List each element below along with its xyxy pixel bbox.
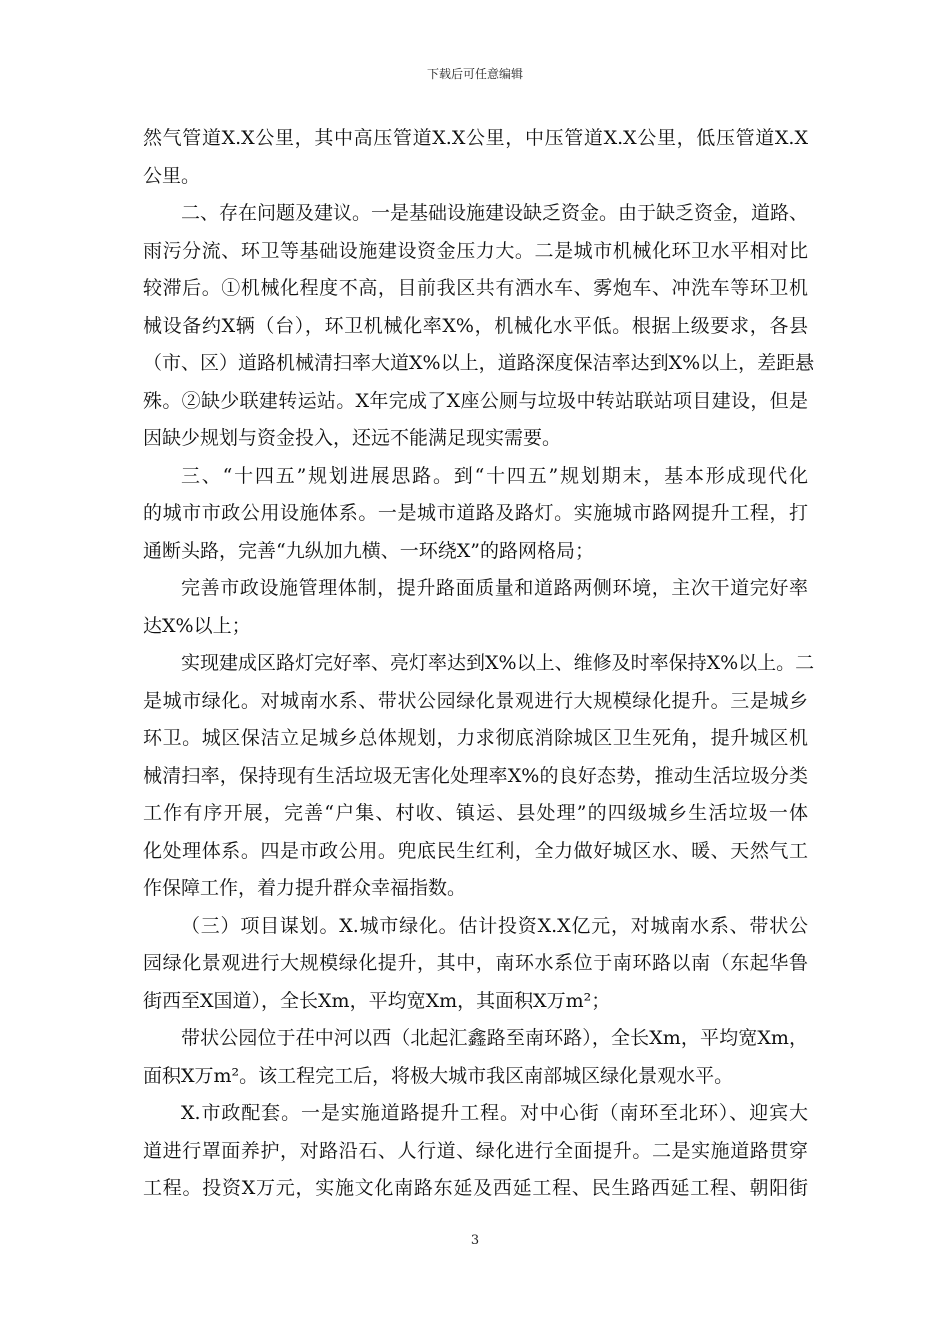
paragraph	[143, 1020, 808, 1095]
paragraph	[143, 120, 808, 195]
text-line: 工程。投资X万元，实施文化南路东延及西延工程、民生路西延工程、朝阳街	[143, 1177, 808, 1199]
text-line: 达X%以上；	[143, 614, 251, 637]
text-line: 通断头路，完善“九纵加九横、一环绕X”的路网格局；	[143, 539, 594, 562]
text-line: （三）项目谋划。X.城市绿化。估计投资X.X亿元，对城南水系、带状公	[181, 914, 808, 937]
text-line: 是城市绿化。对城南水系、带状公园绿化景观进行大规模绿化提升。三是城乡	[143, 689, 808, 712]
text-line: 雨污分流、环卫等基础设施建设资金压力大。二是城市机械化环卫水平相对比	[143, 239, 808, 262]
text-line: 带状公园位于茌中河以西（北起汇鑫路至南环路），全长Xm，平均宽Xm，	[181, 1027, 808, 1049]
document-body	[143, 120, 815, 1208]
text-line: 面积X万m²。该工程完工后，将极大城市我区南部城区绿化景观水平。	[143, 1064, 734, 1087]
text-line: 街西至X国道），全长Xm，平均宽Xm，其面积X万m²；	[143, 989, 611, 1012]
paragraph	[143, 645, 815, 908]
text-line: 环卫。城区保洁立足城乡总体规划，力求彻底消除城区卫生死角，提升城区机	[143, 727, 808, 749]
paragraph	[143, 908, 808, 1021]
text-line: X.市政配套。一是实施道路提升工程。对中心街（南环至北环）、迎宾大	[181, 1102, 808, 1124]
text-line: 然气管道X.X公里，其中高压管道X.X公里，中压管道X.X公里，低压管道X.X	[143, 127, 808, 149]
text-line: 作保障工作，着力提升群众幸福指数。	[143, 877, 467, 899]
text-line: 械设备约X辆（台），环卫机械化率X%，机械化水平低。根据上级要求，各县	[143, 314, 808, 337]
text-line: 因缺少规划与资金投入，还远不能满足现实需要。	[143, 427, 562, 449]
text-line: 化处理体系。四是市政公用。兜底民生红利，全力做好城区水、暖、天然气工	[143, 839, 808, 862]
paragraph	[143, 1095, 808, 1208]
text-line: 实现建成区路灯完好率、亮灯率达到X%以上、维修及时率保持X%以上。二	[181, 652, 815, 674]
text-line: 工作有序开展，完善“户集、村收、镇运、县处理”的四级城乡生活垃圾一体	[143, 802, 808, 824]
text-line: 械清扫率，保持现有生活垃圾无害化处理率X%的良好态势，推动生活垃圾分类	[143, 764, 808, 787]
text-line: 园绿化景观进行大规模绿化提升，其中，南环水系位于南环路以南（东起华鲁	[143, 952, 808, 974]
text-line: 公里。	[143, 164, 201, 187]
text-line: （市、区）道路机械清扫率大道X%以上，道路深度保洁率达到X%以上，差距悬	[143, 352, 815, 374]
page-number: 3	[470, 1233, 480, 1248]
text-line: 二、存在问题及建议。一是基础设施建设缺乏资金。由于缺乏资金，道路、	[181, 202, 809, 224]
text-line: 三、“十四五”规划进展思路。到“十四五”规划期末，基本形成现代化	[181, 464, 808, 487]
text-line: 殊。②缺少联建转运站。X年完成了X座公厕与垃圾中转站联站项目建设，但是	[143, 389, 808, 412]
text-line: 道进行罩面养护，对路沿石、人行道、绿化进行全面提升。二是实施道路贯穿	[143, 1139, 808, 1162]
text-line: 的城市市政公用设施体系。一是城市道路及路灯。实施城市路网提升工程，打	[143, 502, 808, 524]
paragraph	[143, 458, 808, 571]
paragraph	[143, 570, 808, 645]
paragraph	[143, 195, 815, 458]
text-line: 较滞后。①机械化程度不高，目前我区共有洒水车、雾炮车、冲洗车等环卫机	[143, 277, 808, 299]
page-header: 下载后可任意编辑	[426, 67, 523, 81]
text-line: 完善市政设施管理体制，提升路面质量和道路两侧环境，主次干道完好率	[181, 577, 808, 599]
